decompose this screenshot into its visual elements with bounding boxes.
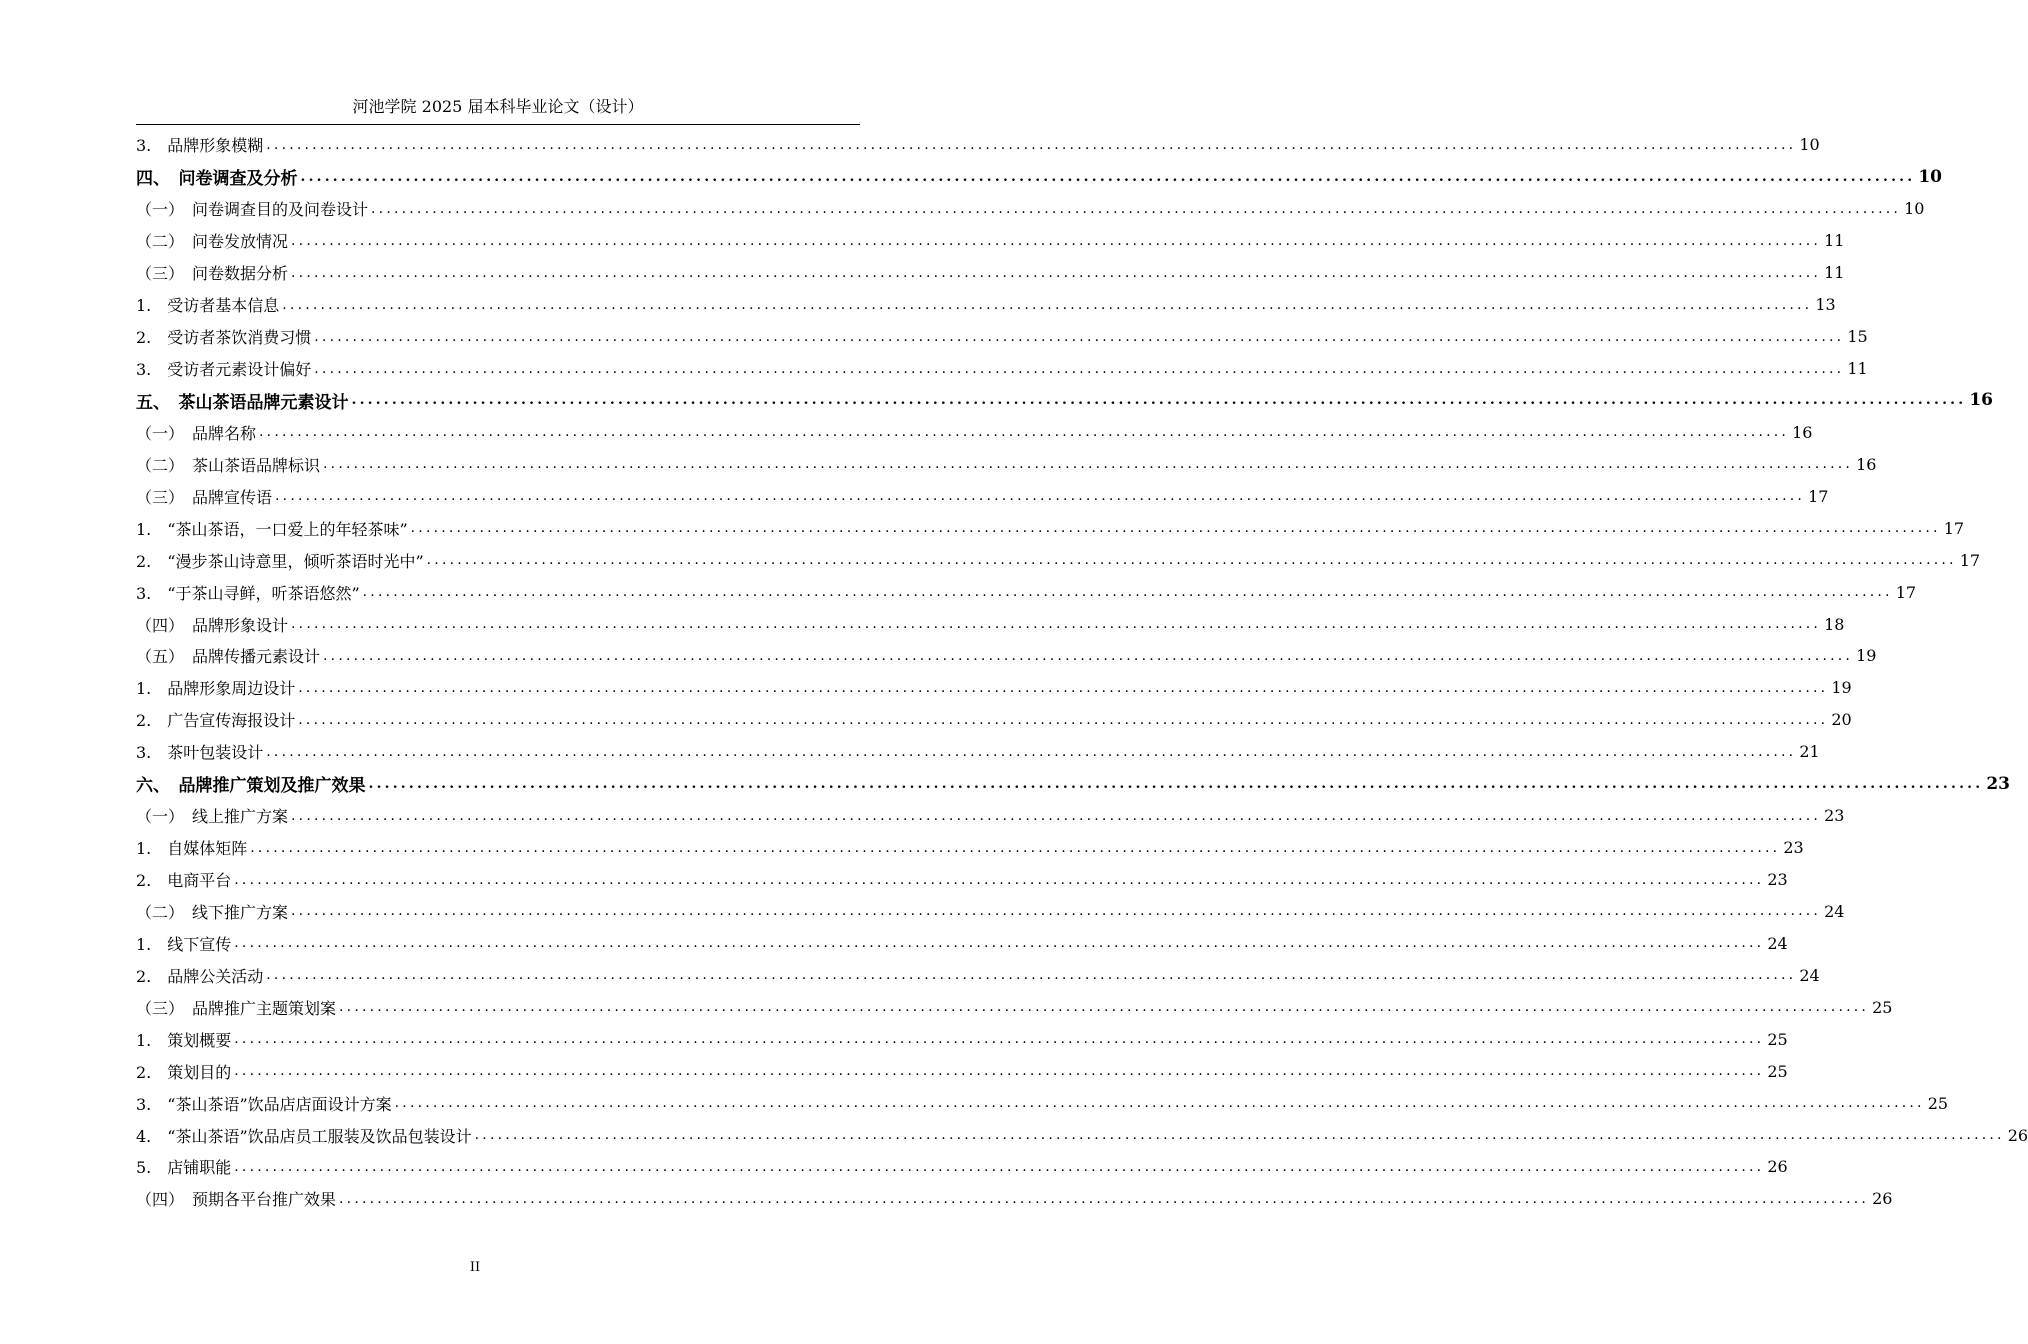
toc-entry-page: 18	[1824, 614, 1845, 634]
toc-entry-title: 2. 品牌公关活动	[136, 966, 264, 986]
toc-dot-leader: ........................................................................................................................................................................................................	[291, 264, 1822, 281]
toc-dot-leader: ........................................................................................................................................................................................................	[234, 1158, 1765, 1175]
toc-entry-page: 23	[1783, 838, 1804, 858]
toc-entry-page: 10	[1904, 199, 1925, 219]
toc-dot-leader: ........................................................................................................................................................................................................	[426, 552, 1957, 569]
toc-entry-title: 5. 店铺职能	[136, 1158, 232, 1178]
toc-dot-leader: ........................................................................................................................................................................................................	[339, 999, 1870, 1016]
toc-entry-page: 25	[1927, 1093, 1949, 1113]
toc-entry-page: 10	[1799, 135, 1820, 155]
toc-entry[interactable]	[136, 480, 1829, 512]
toc-entry-title: （二） 茶山茶语品牌标识	[136, 455, 321, 475]
toc-entry[interactable]	[136, 672, 1852, 704]
toc-entry-title: 六、 品牌推广策划及推广效果	[136, 776, 366, 797]
toc-entry-page: 26	[2007, 1125, 2028, 1145]
toc-entry[interactable]	[136, 640, 1877, 672]
toc-dot-leader: ........................................................................................................................................................................................................	[394, 1095, 1925, 1112]
toc-entry[interactable]	[136, 832, 1804, 864]
toc-entry[interactable]	[136, 289, 1836, 321]
toc-entry[interactable]	[136, 416, 1813, 448]
toc-entry-title: 3. 品牌形象模糊	[136, 136, 264, 156]
toc-entry-title: （三） 品牌推广主题策划案	[136, 998, 337, 1018]
toc-entry[interactable]	[136, 768, 2010, 800]
toc-entry-page: 15	[1847, 327, 1868, 347]
toc-entry[interactable]	[136, 864, 1788, 896]
toc-entry-title: 3. “茶山茶语”饮品店店面设计方案	[136, 1094, 392, 1114]
toc-entry-page: 17	[1895, 582, 1917, 602]
toc-entry[interactable]	[136, 1183, 1893, 1215]
toc-entry[interactable]	[136, 896, 1845, 928]
toc-entry-page: 25	[1767, 1061, 1788, 1081]
toc-dot-leader: ........................................................................................................................................................................................................	[291, 616, 1822, 633]
toc-entry[interactable]	[136, 129, 1820, 161]
toc-entry[interactable]	[136, 608, 1845, 640]
toc-entry[interactable]	[136, 704, 1852, 736]
toc-entry-title: 五、 茶山茶语品牌元素设计	[136, 392, 349, 413]
toc-entry[interactable]	[136, 353, 1868, 385]
toc-dot-leader: ........................................................................................................................................................................................................	[351, 392, 1967, 409]
toc-entry-page: 23	[1767, 870, 1788, 890]
toc-entry-page: 19	[1856, 646, 1877, 666]
toc-entry-page: 24	[1799, 965, 1820, 985]
toc-dot-leader: ........................................................................................................................................................................................................	[291, 903, 1822, 920]
toc-entry-title: （一） 品牌名称	[136, 423, 257, 443]
toc-entry-title: 1. “茶山茶语，一口爱上的年轻茶味”	[136, 519, 408, 539]
toc-entry[interactable]	[136, 1055, 1788, 1087]
toc-entry-title: 1. 受访者基本信息	[136, 296, 280, 316]
toc-entry-page: 16	[1792, 422, 1813, 442]
toc-entry-title: 3. “于茶山寻鲜，听茶语悠然”	[136, 583, 360, 603]
toc-entry-page: 25	[1872, 997, 1893, 1017]
toc-entry-title: 2. 广告宣传海报设计	[136, 711, 296, 731]
toc-entry-page: 26	[1872, 1189, 1893, 1209]
toc-entry-page: 23	[1986, 773, 2010, 794]
toc-entry-title: （五） 品牌传播元素设计	[136, 647, 321, 667]
page-header: 河池学院 2025 届本科毕业论文（设计）	[352, 97, 644, 116]
toc-entry[interactable]	[136, 1151, 1788, 1183]
toc-dot-leader: ........................................................................................................................................................................................................	[300, 168, 1916, 185]
toc-entry-title: （二） 线下推广方案	[136, 902, 289, 922]
toc-entry-page: 20	[1831, 710, 1852, 730]
toc-dot-leader: ........................................................................................................................................................................................................	[314, 328, 1845, 345]
toc-entry[interactable]	[136, 544, 1981, 576]
toc-entry-page: 19	[1831, 678, 1852, 698]
toc-entry-page: 25	[1767, 1029, 1788, 1049]
toc-entry-title: 1. 自媒体矩阵	[136, 839, 248, 859]
toc-entry-page: 17	[1808, 486, 1829, 506]
toc-entry[interactable]	[136, 161, 1942, 193]
toc-dot-leader: ........................................................................................................................................................................................................	[234, 871, 1765, 888]
toc-entry-title: （一） 线上推广方案	[136, 807, 289, 827]
toc-dot-leader: ........................................................................................................................................................................................................	[234, 1063, 1765, 1080]
toc-entry-page: 16	[1969, 390, 1993, 411]
toc-entry-page: 17	[1959, 550, 1981, 570]
toc-entry-title: 1. 品牌形象周边设计	[136, 679, 296, 699]
page-number: II	[469, 1260, 481, 1275]
toc-dot-leader: ........................................................................................................................................................................................................	[266, 967, 1797, 984]
toc-entry[interactable]	[136, 225, 1845, 257]
toc-dot-leader: ........................................................................................................................................................................................................	[259, 424, 1790, 441]
toc-entry[interactable]	[136, 1087, 1949, 1119]
toc-entry-page: 17	[1943, 518, 1965, 538]
toc-entry-page: 21	[1799, 742, 1820, 762]
toc-dot-leader: ........................................................................................................................................................................................................	[368, 775, 1984, 792]
toc-entry-title: 1. 策划概要	[136, 1030, 232, 1050]
toc-entry-page: 11	[1824, 263, 1845, 283]
toc-entry[interactable]	[136, 257, 1845, 289]
toc-dot-leader: ........................................................................................................................................................................................................	[250, 839, 1781, 856]
toc-entry-title: 2. “漫步茶山诗意里，倾听茶语时光中”	[136, 551, 424, 571]
toc-entry[interactable]	[136, 193, 1925, 225]
toc-entry[interactable]	[136, 385, 1993, 417]
toc-dot-leader: ........................................................................................................................................................................................................	[323, 456, 1854, 473]
toc-dot-leader: ........................................................................................................................................................................................................	[234, 1031, 1765, 1048]
toc-entry[interactable]	[136, 959, 1820, 991]
toc-entry[interactable]	[136, 736, 1820, 768]
toc-entry[interactable]	[136, 512, 1965, 544]
toc-dot-leader: ........................................................................................................................................................................................................	[314, 360, 1845, 377]
toc-dot-leader: ........................................................................................................................................................................................................	[291, 807, 1822, 824]
toc-dot-leader: ........................................................................................................................................................................................................	[474, 1127, 2005, 1144]
toc-entry-page: 13	[1815, 295, 1836, 315]
toc-entry-page: 26	[1767, 1157, 1788, 1177]
toc-entry[interactable]	[136, 927, 1788, 959]
toc-dot-leader: ........................................................................................................................................................................................................	[298, 679, 1829, 696]
toc-entry-page: 24	[1767, 933, 1788, 953]
toc-entry[interactable]	[136, 1119, 2028, 1151]
toc-entry[interactable]	[136, 576, 1917, 608]
toc-entry-page: 11	[1847, 359, 1868, 379]
toc-entry[interactable]	[136, 800, 1845, 832]
toc-entry-page: 16	[1856, 454, 1877, 474]
toc-entry-title: 3. 茶叶包装设计	[136, 743, 264, 763]
toc-dot-leader: ........................................................................................................................................................................................................	[362, 584, 1893, 601]
toc-dot-leader: ........................................................................................................................................................................................................	[266, 743, 1797, 760]
toc-entry-page: 11	[1824, 231, 1845, 251]
toc-dot-leader: ........................................................................................................................................................................................................	[371, 200, 1902, 217]
toc-entry-page: 23	[1824, 806, 1845, 826]
toc-entry[interactable]	[136, 321, 1868, 353]
toc-dot-leader: ........................................................................................................................................................................................................	[275, 488, 1806, 505]
toc-dot-leader: ........................................................................................................................................................................................................	[323, 647, 1854, 664]
toc-entry-title: 四、 问卷调查及分析	[136, 169, 298, 190]
toc-entry-title: 2. 电商平台	[136, 871, 232, 891]
toc-entry-title: 4. “茶山茶语”饮品店员工服装及饮品包装设计	[136, 1126, 472, 1146]
table-of-contents	[136, 129, 2028, 1215]
toc-entry-title: （四） 预期各平台推广效果	[136, 1190, 337, 1210]
header-rule	[136, 124, 860, 125]
toc-dot-leader: ........................................................................................................................................................................................................	[410, 520, 1941, 537]
toc-dot-leader: ........................................................................................................................................................................................................	[266, 136, 1797, 153]
toc-entry-title: （三） 品牌宣传语	[136, 487, 273, 507]
toc-dot-leader: ........................................................................................................................................................................................................	[234, 935, 1765, 952]
toc-entry-title: 2. 受访者茶饮消费习惯	[136, 328, 312, 348]
toc-dot-leader: ........................................................................................................................................................................................................	[298, 711, 1829, 728]
toc-entry[interactable]	[136, 991, 1893, 1023]
toc-entry-title: 2. 策划目的	[136, 1062, 232, 1082]
toc-entry-page: 10	[1918, 166, 1942, 187]
toc-entry-title: 3. 受访者元素设计偏好	[136, 360, 312, 380]
toc-entry-title: 1. 线下宣传	[136, 934, 232, 954]
toc-entry-title: （四） 品牌形象设计	[136, 615, 289, 635]
toc-entry-title: （二） 问卷发放情况	[136, 232, 289, 252]
toc-entry-page: 24	[1824, 901, 1845, 921]
toc-dot-leader: ........................................................................................................................................................................................................	[339, 1190, 1870, 1207]
toc-entry[interactable]	[136, 448, 1877, 480]
toc-entry-title: （三） 问卷数据分析	[136, 264, 289, 284]
toc-entry[interactable]	[136, 1023, 1788, 1055]
toc-dot-leader: ........................................................................................................................................................................................................	[282, 296, 1813, 313]
toc-dot-leader: ........................................................................................................................................................................................................	[291, 232, 1822, 249]
toc-entry-title: （一） 问卷调查目的及问卷设计	[136, 200, 369, 220]
